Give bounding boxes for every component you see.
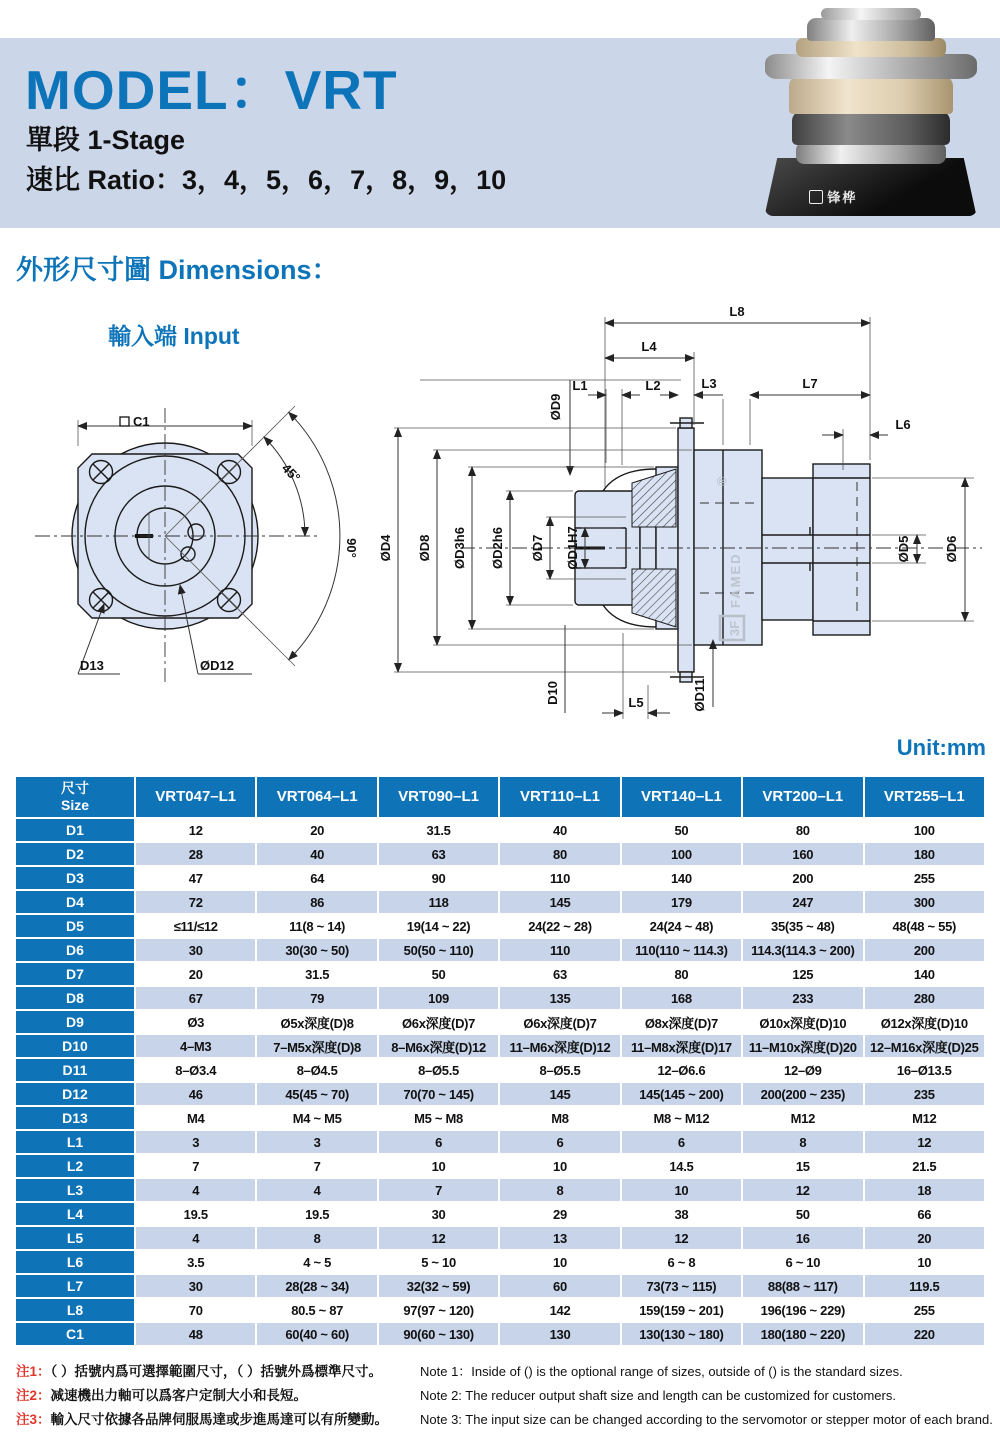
dim-value-cell: 88(88 ~ 117) [743, 1275, 862, 1297]
dim-label-l6: L6 [895, 417, 911, 432]
dim-label-l3: L3 [701, 376, 717, 391]
dim-value-cell: 20 [136, 963, 255, 985]
dim-value-cell: 8 [257, 1227, 376, 1249]
dim-value-cell: 11(8 ~ 14) [257, 915, 376, 937]
dim-value-cell: 6 [379, 1131, 498, 1153]
dim-value-cell: 300 [865, 891, 984, 913]
model-column-header: VRT064–L1 [257, 777, 376, 817]
dim-value-cell: 28 [136, 843, 255, 865]
dim-row-label: D11 [16, 1059, 134, 1081]
dim-value-cell: 8 [743, 1131, 862, 1153]
dim-value-cell: 63 [379, 843, 498, 865]
dim-value-cell: 4 [136, 1227, 255, 1249]
dim-value-cell: 63 [500, 963, 619, 985]
dim-value-cell: Ø10x深度(D)10 [743, 1011, 862, 1033]
dim-value-cell: 119.5 [865, 1275, 984, 1297]
dim-value-cell: 140 [865, 963, 984, 985]
dim-label-45deg: 45° [278, 460, 304, 486]
dim-value-cell: 50 [743, 1203, 862, 1225]
dim-value-cell: M12 [743, 1107, 862, 1129]
dim-label-d3h6: ØD3h6 [452, 527, 467, 569]
dim-value-cell: 21.5 [865, 1155, 984, 1177]
dim-value-cell: 16 [743, 1227, 862, 1249]
dim-row-label: L2 [16, 1155, 134, 1177]
dim-value-cell: 60 [500, 1275, 619, 1297]
dim-value-cell: 20 [257, 819, 376, 841]
dim-value-cell: 66 [865, 1203, 984, 1225]
dim-value-cell: 235 [865, 1083, 984, 1105]
dim-value-cell: 30 [379, 1203, 498, 1225]
dim-value-cell: 30(30 ~ 50) [257, 939, 376, 961]
dim-value-cell: 10 [622, 1179, 741, 1201]
stage-subtitle: 單段 1-Stage [26, 125, 186, 155]
dim-value-cell: 14.5 [622, 1155, 741, 1177]
dim-value-cell: 8–Ø5.5 [379, 1059, 498, 1081]
dim-label-c1: C1 [133, 414, 150, 429]
dim-value-cell: 90 [379, 867, 498, 889]
dim-label-l2: L2 [645, 378, 661, 393]
dim-value-cell: M4 [136, 1107, 255, 1129]
dim-row-label: L4 [16, 1203, 134, 1225]
dim-value-cell: 109 [379, 987, 498, 1009]
dim-label-d2h6: ØD2h6 [490, 527, 505, 569]
dim-value-cell: 10 [500, 1155, 619, 1177]
page-title: MODEL：VRT [25, 59, 398, 121]
table-header-row [16, 777, 984, 817]
dim-value-cell: 24(22 ~ 28) [500, 915, 619, 937]
dim-value-cell: 180 [865, 843, 984, 865]
dim-label-d10: D10 [545, 681, 560, 705]
dim-value-cell: 179 [622, 891, 741, 913]
dim-value-cell: M4 ~ M5 [257, 1107, 376, 1129]
dim-value-cell: 100 [622, 843, 741, 865]
dim-value-cell: 159(159 ~ 201) [622, 1299, 741, 1321]
dim-value-cell: 15 [743, 1155, 862, 1177]
dim-value-cell: 7 [136, 1155, 255, 1177]
dim-value-cell: 28(28 ~ 34) [257, 1275, 376, 1297]
dim-row-label: L5 [16, 1227, 134, 1249]
dimension-table [14, 775, 986, 1347]
dim-value-cell: 8–Ø5.5 [500, 1059, 619, 1081]
dim-value-cell: 12–Ø6.6 [622, 1059, 741, 1081]
dim-row-label: D9 [16, 1011, 134, 1033]
dim-value-cell: 90(60 ~ 130) [379, 1323, 498, 1345]
dim-row-label: L6 [16, 1251, 134, 1273]
dim-value-cell: 6 ~ 8 [622, 1251, 741, 1273]
dim-value-cell: 12 [865, 1131, 984, 1153]
dim-value-cell: 50(50 ~ 110) [379, 939, 498, 961]
dim-value-cell: 100 [865, 819, 984, 841]
dim-value-cell: 29 [500, 1203, 619, 1225]
brand-logo-icon [809, 190, 823, 204]
dim-value-cell: 97(97 ~ 120) [379, 1299, 498, 1321]
dim-value-cell: 11–M8x深度(D)17 [622, 1035, 741, 1057]
watermark-text: FAMED [728, 552, 743, 608]
dim-value-cell: 142 [500, 1299, 619, 1321]
dim-value-cell: 70 [136, 1299, 255, 1321]
dim-value-cell: 86 [257, 891, 376, 913]
dim-row-label: C1 [16, 1323, 134, 1345]
dim-label-d7: ØD7 [530, 534, 545, 562]
dim-value-cell: Ø3 [136, 1011, 255, 1033]
dim-value-cell: 60(40 ~ 60) [257, 1323, 376, 1345]
dim-value-cell: 10 [379, 1155, 498, 1177]
dim-value-cell: 6 ~ 10 [743, 1251, 862, 1273]
dim-value-cell: 64 [257, 867, 376, 889]
table-row [16, 963, 984, 985]
table-row [16, 891, 984, 913]
dim-value-cell: 40 [257, 843, 376, 865]
dim-value-cell: M8 ~ M12 [622, 1107, 741, 1129]
dim-label-d4: ØD4 [378, 534, 393, 562]
dim-value-cell: 247 [743, 891, 862, 913]
table-row [16, 1203, 984, 1225]
dim-value-cell: 4 ~ 5 [257, 1251, 376, 1273]
photo-top-cylinder [807, 18, 935, 41]
dim-row-label: D6 [16, 939, 134, 961]
dim-value-cell: 7 [379, 1179, 498, 1201]
dim-row-label: D8 [16, 987, 134, 1009]
dim-label-l5: L5 [628, 695, 644, 710]
dim-value-cell: 46 [136, 1083, 255, 1105]
dim-value-cell: 73(73 ~ 115) [622, 1275, 741, 1297]
dim-value-cell: 70(70 ~ 145) [379, 1083, 498, 1105]
note-zh-2 [16, 1384, 418, 1408]
dim-value-cell: 4 [136, 1179, 255, 1201]
dim-label-d13: D13 [80, 658, 104, 673]
dim-value-cell: 12 [622, 1227, 741, 1249]
side-view-drawing [360, 295, 1000, 740]
dim-row-label: L3 [16, 1179, 134, 1201]
watermark-r: ® [714, 476, 729, 486]
dim-value-cell: 11–M6x深度(D)12 [500, 1035, 619, 1057]
dim-row-label: D10 [16, 1035, 134, 1057]
dim-value-cell: 6 [500, 1131, 619, 1153]
photo-silver-ring [796, 142, 946, 164]
dim-row-label: L8 [16, 1299, 134, 1321]
dim-label-d12: ØD12 [200, 658, 234, 673]
dim-value-cell: 4–M3 [136, 1035, 255, 1057]
dim-row-label: D12 [16, 1083, 134, 1105]
dim-label-l7: L7 [802, 376, 818, 391]
dim-value-cell: 12 [136, 819, 255, 841]
dim-value-cell: 255 [865, 867, 984, 889]
watermark-mark: 3F [727, 620, 742, 636]
note-text: 輸入尺寸依據各品牌伺服馬達或步進馬達可以有所變動。 [50, 1412, 389, 1427]
dim-value-cell: 12 [379, 1227, 498, 1249]
dim-value-cell: 130(130 ~ 180) [622, 1323, 741, 1345]
dim-value-cell: 200(200 ~ 235) [743, 1083, 862, 1105]
dim-value-cell: Ø8x深度(D)7 [622, 1011, 741, 1033]
dim-value-cell: ≤11/≤12 [136, 915, 255, 937]
dim-value-cell: 3 [257, 1131, 376, 1153]
model-column-header: VRT255–L1 [865, 777, 984, 817]
dim-value-cell: 7 [257, 1155, 376, 1177]
dim-value-cell: 31.5 [257, 963, 376, 985]
model-column-header: VRT110–L1 [500, 777, 619, 817]
ratio-subtitle: 速比 Ratio：3，4，5，6，7，8，9，10 [26, 165, 507, 195]
dim-value-cell: 200 [743, 867, 862, 889]
table-row [16, 1251, 984, 1273]
dim-label-90deg: 90° [344, 538, 359, 558]
dim-label-d1h7: ØD1H7 [565, 526, 580, 570]
dim-row-label: L1 [16, 1131, 134, 1153]
dim-value-cell: 3.5 [136, 1251, 255, 1273]
photo-flange [765, 54, 977, 79]
dim-value-cell: 255 [865, 1299, 984, 1321]
dim-value-cell: 24(24 ~ 48) [622, 915, 741, 937]
size-label-en: Size [60, 797, 89, 813]
front-geometry [35, 408, 320, 682]
dim-row-label: D3 [16, 867, 134, 889]
dim-value-cell: 11–M10x深度(D)20 [743, 1035, 862, 1057]
size-label-zh: 尺寸 [61, 780, 89, 797]
model-column-header: VRT090–L1 [379, 777, 498, 817]
note-tag: 注2： [16, 1388, 51, 1403]
dim-value-cell: 8–M6x深度(D)12 [379, 1035, 498, 1057]
note-zh-3 [16, 1408, 418, 1432]
dim-value-cell: 80 [743, 819, 862, 841]
table-row [16, 843, 984, 865]
dim-value-cell: 50 [379, 963, 498, 985]
dim-value-cell: 168 [622, 987, 741, 1009]
dim-value-cell: 10 [865, 1251, 984, 1273]
dim-value-cell: 47 [136, 867, 255, 889]
dim-value-cell: 114.3(114.3 ~ 200) [743, 939, 862, 961]
dim-value-cell: 13 [500, 1227, 619, 1249]
dim-value-cell: 160 [743, 843, 862, 865]
table-row [16, 1227, 984, 1249]
dim-label-l1: L1 [572, 378, 588, 393]
dim-value-cell: 48 [136, 1323, 255, 1345]
dim-row-label: D5 [16, 915, 134, 937]
table-row [16, 987, 984, 1009]
photo-champagne-band [789, 76, 953, 114]
dim-value-cell: 18 [865, 1179, 984, 1201]
table-row [16, 1059, 984, 1081]
dim-value-cell: 180(180 ~ 220) [743, 1323, 862, 1345]
dim-value-cell: Ø12x深度(D)10 [865, 1011, 984, 1033]
table-row [16, 1131, 984, 1153]
dim-table-body [16, 819, 984, 1345]
dim-value-cell: 4 [257, 1179, 376, 1201]
dim-value-cell: 12 [743, 1179, 862, 1201]
dim-value-cell: 80 [622, 963, 741, 985]
dim-value-cell: 6 [622, 1131, 741, 1153]
dim-row-label: D2 [16, 843, 134, 865]
dim-value-cell: 79 [257, 987, 376, 1009]
table-row [16, 819, 984, 841]
dim-value-cell: Ø5x深度(D)8 [257, 1011, 376, 1033]
dim-row-label: D7 [16, 963, 134, 985]
table-row [16, 1275, 984, 1297]
photo-top-cap [821, 8, 921, 20]
dim-value-cell: 125 [743, 963, 862, 985]
dim-value-cell: M5 ~ M8 [379, 1107, 498, 1129]
model-column-header: VRT140–L1 [622, 777, 741, 817]
dim-value-cell: 140 [622, 867, 741, 889]
table-row [16, 915, 984, 937]
table-row [16, 1323, 984, 1345]
dim-value-cell: 20 [865, 1227, 984, 1249]
dim-value-cell: 12–M16x深度(D)25 [865, 1035, 984, 1057]
input-end-label: 輸入端 Input [108, 323, 240, 349]
unit-label: Unit:mm [896, 735, 986, 760]
dim-value-cell: 233 [743, 987, 862, 1009]
note-text: （ ）括號内爲可選擇範圍尺寸，（ ）括號外爲標準尺寸。 [50, 1364, 383, 1379]
table-row [16, 1299, 984, 1321]
dim-row-label: D4 [16, 891, 134, 913]
dim-value-cell: 200 [865, 939, 984, 961]
dim-value-cell: 3 [136, 1131, 255, 1153]
dim-value-cell: 145 [500, 1083, 619, 1105]
dimensions-heading: 外形尺寸圖 Dimensions： [16, 255, 339, 285]
size-header-cell [16, 777, 134, 817]
dim-value-cell: 135 [500, 987, 619, 1009]
note-zh-1 [16, 1360, 418, 1384]
dim-value-cell: 80 [500, 843, 619, 865]
brand-logo [809, 187, 857, 206]
dim-value-cell: 8 [500, 1179, 619, 1201]
dim-label-d11: ØD11 [692, 678, 707, 712]
dim-value-cell: 30 [136, 939, 255, 961]
dim-label-d9: ØD9 [548, 393, 563, 421]
note-en-1: Note 1：Inside of () is the optional range of sizes, outside of () is the standard sizes. [420, 1364, 903, 1379]
dim-value-cell: 145(145 ~ 200) [622, 1083, 741, 1105]
dim-label-d8: ØD8 [417, 534, 432, 562]
dim-value-cell: 19.5 [136, 1203, 255, 1225]
product-photo [753, 8, 988, 216]
note-text: 减速機出力軸可以爲客户定制大小和長短。 [50, 1388, 308, 1403]
dim-row-label: D13 [16, 1107, 134, 1129]
dim-value-cell: 118 [379, 891, 498, 913]
dim-value-cell: 196(196 ~ 229) [743, 1299, 862, 1321]
dim-value-cell: 8–Ø3.4 [136, 1059, 255, 1081]
dim-value-cell: 280 [865, 987, 984, 1009]
dim-value-cell: Ø6x深度(D)7 [500, 1011, 619, 1033]
front-view-drawing [20, 396, 380, 728]
note-tag: 注1： [16, 1364, 51, 1379]
dim-value-cell: 19.5 [257, 1203, 376, 1225]
dim-value-cell: M12 [865, 1107, 984, 1129]
dim-value-cell: 145 [500, 891, 619, 913]
dim-value-cell: 5 ~ 10 [379, 1251, 498, 1273]
dim-value-cell: 30 [136, 1275, 255, 1297]
dim-value-cell: 31.5 [379, 819, 498, 841]
note-en-3: Note 3: The input size can be changed according to the servomotor or stepper motor of each brand. [420, 1412, 993, 1427]
table-row [16, 1011, 984, 1033]
dim-value-cell: 48(48 ~ 55) [865, 915, 984, 937]
dim-value-cell: M8 [500, 1107, 619, 1129]
dim-value-cell: 12–Ø9 [743, 1059, 862, 1081]
dim-value-cell: 67 [136, 987, 255, 1009]
dim-value-cell: Ø6x深度(D)7 [379, 1011, 498, 1033]
dim-value-cell: 35(35 ~ 48) [743, 915, 862, 937]
table-row [16, 867, 984, 889]
table-row [16, 1035, 984, 1057]
model-column-header: VRT047–L1 [136, 777, 255, 817]
note-en-2: Note 2: The reducer output shaft size and length can be customized for customers. [420, 1388, 896, 1403]
dim-value-cell: 130 [500, 1323, 619, 1345]
dim-value-cell: 10 [500, 1251, 619, 1273]
dim-value-cell: 72 [136, 891, 255, 913]
table-row [16, 1155, 984, 1177]
dim-value-cell: 50 [622, 819, 741, 841]
dim-row-label: D1 [16, 819, 134, 841]
photo-base [765, 158, 977, 216]
dim-label-d6: ØD6 [944, 535, 959, 563]
note-tag: 注3： [16, 1412, 51, 1427]
dim-row-label: L7 [16, 1275, 134, 1297]
dim-value-cell: 110 [500, 867, 619, 889]
dim-value-cell: 110(110 ~ 114.3) [622, 939, 741, 961]
table-row [16, 1083, 984, 1105]
dim-value-cell: 16–Ø13.5 [865, 1059, 984, 1081]
photo-dark-band [792, 111, 950, 145]
dim-label-d5: ØD5 [896, 535, 911, 563]
dim-label-l4: L4 [641, 339, 657, 354]
table-row [16, 939, 984, 961]
model-column-header: VRT200–L1 [743, 777, 862, 817]
dim-value-cell: 8–Ø4.5 [257, 1059, 376, 1081]
dim-value-cell: 110 [500, 939, 619, 961]
dim-value-cell: 80.5 ~ 87 [257, 1299, 376, 1321]
table-row [16, 1179, 984, 1201]
dim-value-cell: 45(45 ~ 70) [257, 1083, 376, 1105]
dim-value-cell: 220 [865, 1323, 984, 1345]
dim-value-cell: 38 [622, 1203, 741, 1225]
brand-logo-text: 锋桦 [827, 190, 858, 205]
dim-value-cell: 40 [500, 819, 619, 841]
table-row [16, 1107, 984, 1129]
dim-value-cell: 19(14 ~ 22) [379, 915, 498, 937]
dim-label-l8: L8 [729, 304, 745, 319]
dim-value-cell: 32(32 ~ 59) [379, 1275, 498, 1297]
dim-value-cell: 7–M5x深度(D)8 [257, 1035, 376, 1057]
